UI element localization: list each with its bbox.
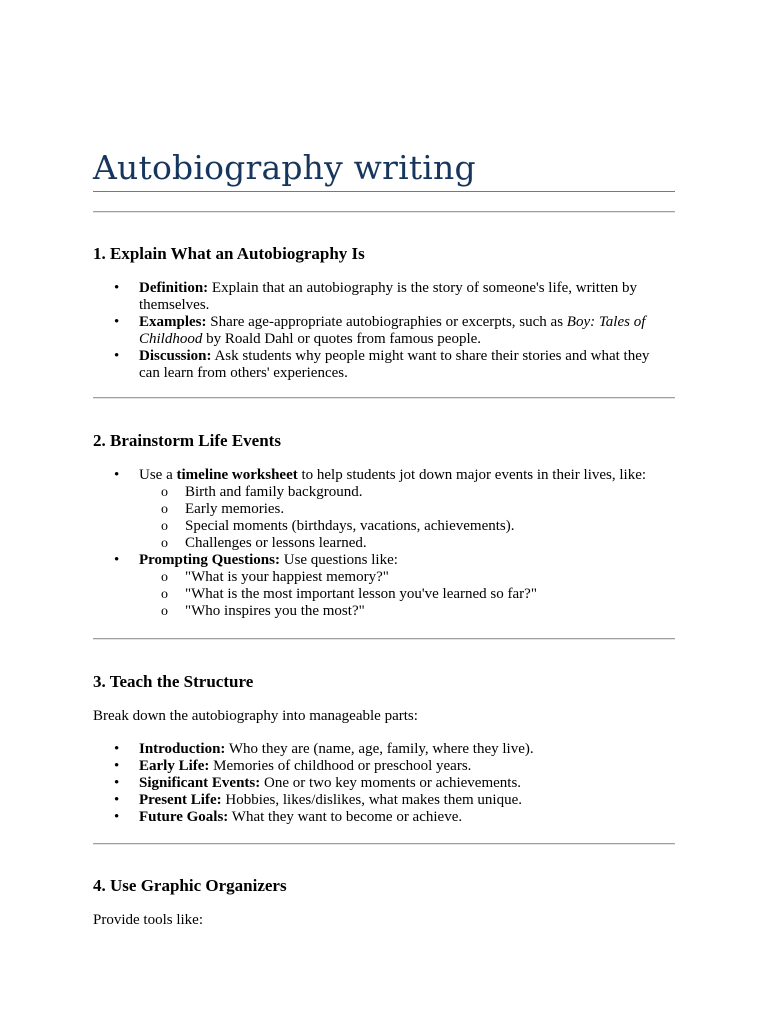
item-label: Definition:	[139, 280, 209, 296]
item-label: Significant Events:	[139, 775, 261, 791]
sub-item: o Challenges or lessons learned.	[139, 535, 675, 552]
sub-item: o "What is the most important lesson you've learned so far?"	[139, 586, 675, 603]
list-item	[93, 741, 675, 758]
sub-list	[139, 569, 675, 620]
section-4-intro: Provide tools like:	[93, 912, 203, 928]
section-1-list	[93, 280, 675, 382]
item-text: by Roald Dahl or quotes from famous people.	[202, 331, 482, 347]
item-label: Early Life:	[139, 758, 210, 774]
divider-4	[93, 843, 675, 845]
item-text: Use questions like:	[279, 552, 398, 568]
list-item	[93, 280, 649, 314]
sub-item: o Early memories.	[139, 501, 675, 518]
sub-item: o "What is your happiest memory?"	[139, 569, 675, 586]
divider-1	[93, 211, 675, 213]
divider-2	[93, 397, 675, 399]
item-text: What they want to become or achieve.	[228, 809, 463, 825]
item-text: One or two key moments or achievements.	[260, 775, 522, 791]
list-item	[93, 792, 675, 809]
sub-item: o Birth and family background.	[139, 484, 675, 501]
item-text: Share age-appropriate autobiographies or excerpts, such as	[206, 314, 567, 330]
section-3-list	[93, 741, 675, 826]
item-text: Explain that an autobiography is the story of someone's life, written by themselves.	[139, 280, 638, 313]
sub-item: o Special moments (birthdays, vacations, achievements).	[139, 518, 675, 535]
item-text: to help students jot down major events in their lives, like:	[297, 467, 647, 483]
list-item	[93, 775, 675, 792]
divider-3	[93, 638, 675, 640]
section-2-list	[93, 467, 675, 620]
title-underline	[93, 191, 675, 192]
section-2-heading: 2. Brainstorm Life Events	[93, 431, 281, 450]
item-label: Future Goals:	[139, 809, 229, 825]
item-text: Use a	[139, 467, 177, 483]
section-4-heading: 4. Use Graphic Organizers	[93, 876, 287, 895]
document-title: Autobiography writing	[93, 148, 476, 187]
item-label: Introduction:	[139, 741, 226, 757]
item-text: Memories of childhood or preschool years.	[209, 758, 472, 774]
item-label: Prompting Questions:	[139, 552, 280, 568]
sub-list	[139, 484, 675, 552]
list-item	[93, 552, 675, 620]
item-label: Discussion:	[139, 348, 212, 364]
item-text: Ask students why people might want to share their stories and what they can learn from others' experiences.	[139, 348, 650, 381]
item-label: Examples:	[139, 314, 207, 330]
list-item	[93, 758, 675, 775]
section-3-heading: 3. Teach the Structure	[93, 672, 254, 691]
item-label: Present Life:	[139, 792, 222, 808]
list-item	[93, 348, 669, 382]
sub-item: o "Who inspires you the most?"	[139, 603, 675, 620]
item-bold: timeline worksheet	[176, 467, 298, 483]
list-item	[93, 314, 669, 348]
book-title: Boy: Tales of Childhood	[139, 314, 646, 347]
list-item	[93, 809, 675, 826]
list-item	[93, 467, 675, 552]
item-text: Hobbies, likes/dislikes, what makes them unique.	[221, 792, 522, 808]
section-1-heading: 1. Explain What an Autobiography Is	[93, 244, 365, 263]
item-text: Who they are (name, age, family, where they live).	[225, 741, 534, 757]
section-3-intro: Break down the autobiography into manageable parts:	[93, 708, 418, 724]
